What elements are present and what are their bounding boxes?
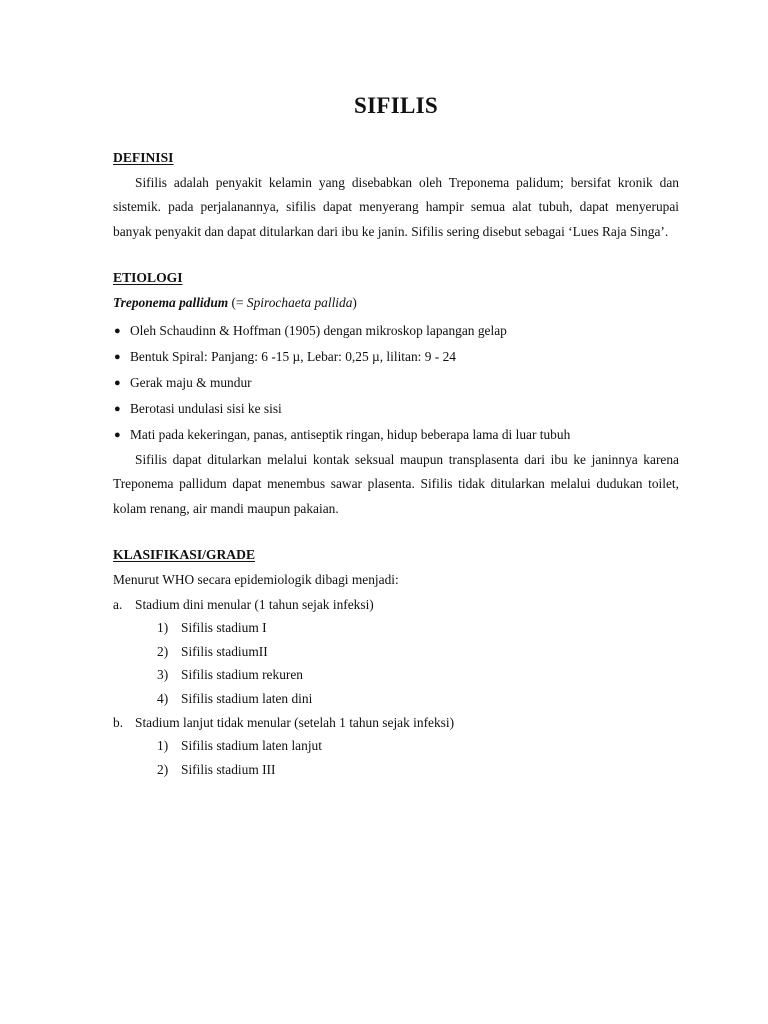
list-item-text: Sifilis stadium laten dini [181, 690, 313, 706]
etiologi-species-line [113, 291, 679, 316]
list-marker: 1) [157, 738, 169, 754]
species-suffix: ) [352, 294, 357, 310]
list-item [113, 734, 679, 758]
list-item-text: Sifilis stadiumII [181, 643, 268, 659]
list-item-text: Bentuk Spiral: Panjang: 6 -15 µ, Lebar: 0,25 µ, lilitan: 9 - 24 [130, 348, 456, 364]
list-item-text: Sifilis stadium rekuren [181, 667, 303, 683]
list-item [113, 422, 679, 448]
list-item [113, 593, 679, 617]
list-marker: 2) [157, 761, 169, 777]
list-marker: 1) [157, 620, 169, 636]
list-item-text: Stadium lanjut tidak menular (setelah 1 tahun sejak infeksi) [135, 714, 455, 730]
bullet-icon: ● [114, 324, 121, 337]
klasifikasi-group-b [113, 711, 679, 782]
bullet-icon: ● [114, 376, 121, 389]
list-item [113, 318, 679, 344]
list-item-text: Sifilis stadium I [181, 620, 267, 636]
klasifikasi-group-a [113, 593, 679, 711]
list-item-text: Mati pada kekeringan, panas, antiseptik ringan, hidup beberapa lama di luar tubuh [130, 426, 571, 442]
list-item [113, 396, 679, 422]
list-item-text: Gerak maju & mundur [130, 374, 252, 390]
section-etiologi [113, 266, 679, 521]
section-heading-klasifikasi: KLASIFIKASI/GRADE [113, 547, 256, 563]
list-marker: 3) [157, 667, 169, 683]
bullet-icon: ● [114, 402, 121, 415]
list-item [113, 344, 679, 370]
document-title: SIFILIS [354, 93, 438, 118]
section-heading-definisi: DEFINISI [113, 150, 174, 165]
list-item [113, 663, 679, 687]
etiologi-bullet-list [113, 318, 679, 448]
klasifikasi-intro: Menurut WHO secara epidemiologik dibagi menjadi: [113, 571, 399, 587]
bullet-icon: ● [114, 350, 121, 363]
list-item-text: Sifilis stadium laten lanjut [181, 738, 322, 754]
species-alt-name: Spirochaeta pallida [246, 294, 353, 310]
section-heading-etiologi: ETIOLOGI [113, 270, 183, 286]
document-content [113, 88, 679, 781]
list-marker: 4) [157, 690, 169, 706]
species-name: Treponema pallidum [113, 294, 229, 310]
section-klasifikasi [113, 543, 679, 781]
list-item-text: Sifilis stadium III [181, 761, 276, 777]
list-item [113, 711, 679, 735]
definisi-paragraph: Sifilis adalah penyakit kelamin yang disebabkan oleh Treponema palidum; bersifat kronik dan sistemik. pada perjalanannya, sifilis dapat menyerang hampir semua alat tubuh, dapat menyerupai banyak penyakit dan dapat ditularkan dari ibu ke janin. Sifilis sering disebut sebagai ‘Lues Raja Singa’. [113, 174, 679, 239]
etiologi-paragraph: Sifilis dapat ditularkan melalui kontak seksual maupun transplasenta dari ibu ke janinnya karena Treponema pallidum dapat menembus sawar plasenta. Sifilis tidak ditularkan melalui dudukan toilet, kolam renang, air mandi maupun pakaian. [113, 451, 679, 516]
bullet-icon: ● [114, 428, 121, 441]
list-item-text: Oleh Schaudinn & Hoffman (1905) dengan mikroskop lapangan gelap [130, 322, 507, 338]
section-definisi [113, 146, 679, 244]
list-marker: b. [113, 714, 124, 730]
list-marker: 2) [157, 643, 169, 659]
list-marker: a. [113, 596, 123, 612]
species-prefix: (= [228, 294, 247, 310]
list-item [113, 616, 679, 640]
list-item [113, 758, 679, 782]
list-item [113, 640, 679, 664]
list-item-text: Berotasi undulasi sisi ke sisi [130, 400, 282, 416]
list-item-text: Stadium dini menular (1 tahun sejak infeksi) [135, 596, 374, 612]
list-item [113, 370, 679, 396]
list-item [113, 687, 679, 711]
